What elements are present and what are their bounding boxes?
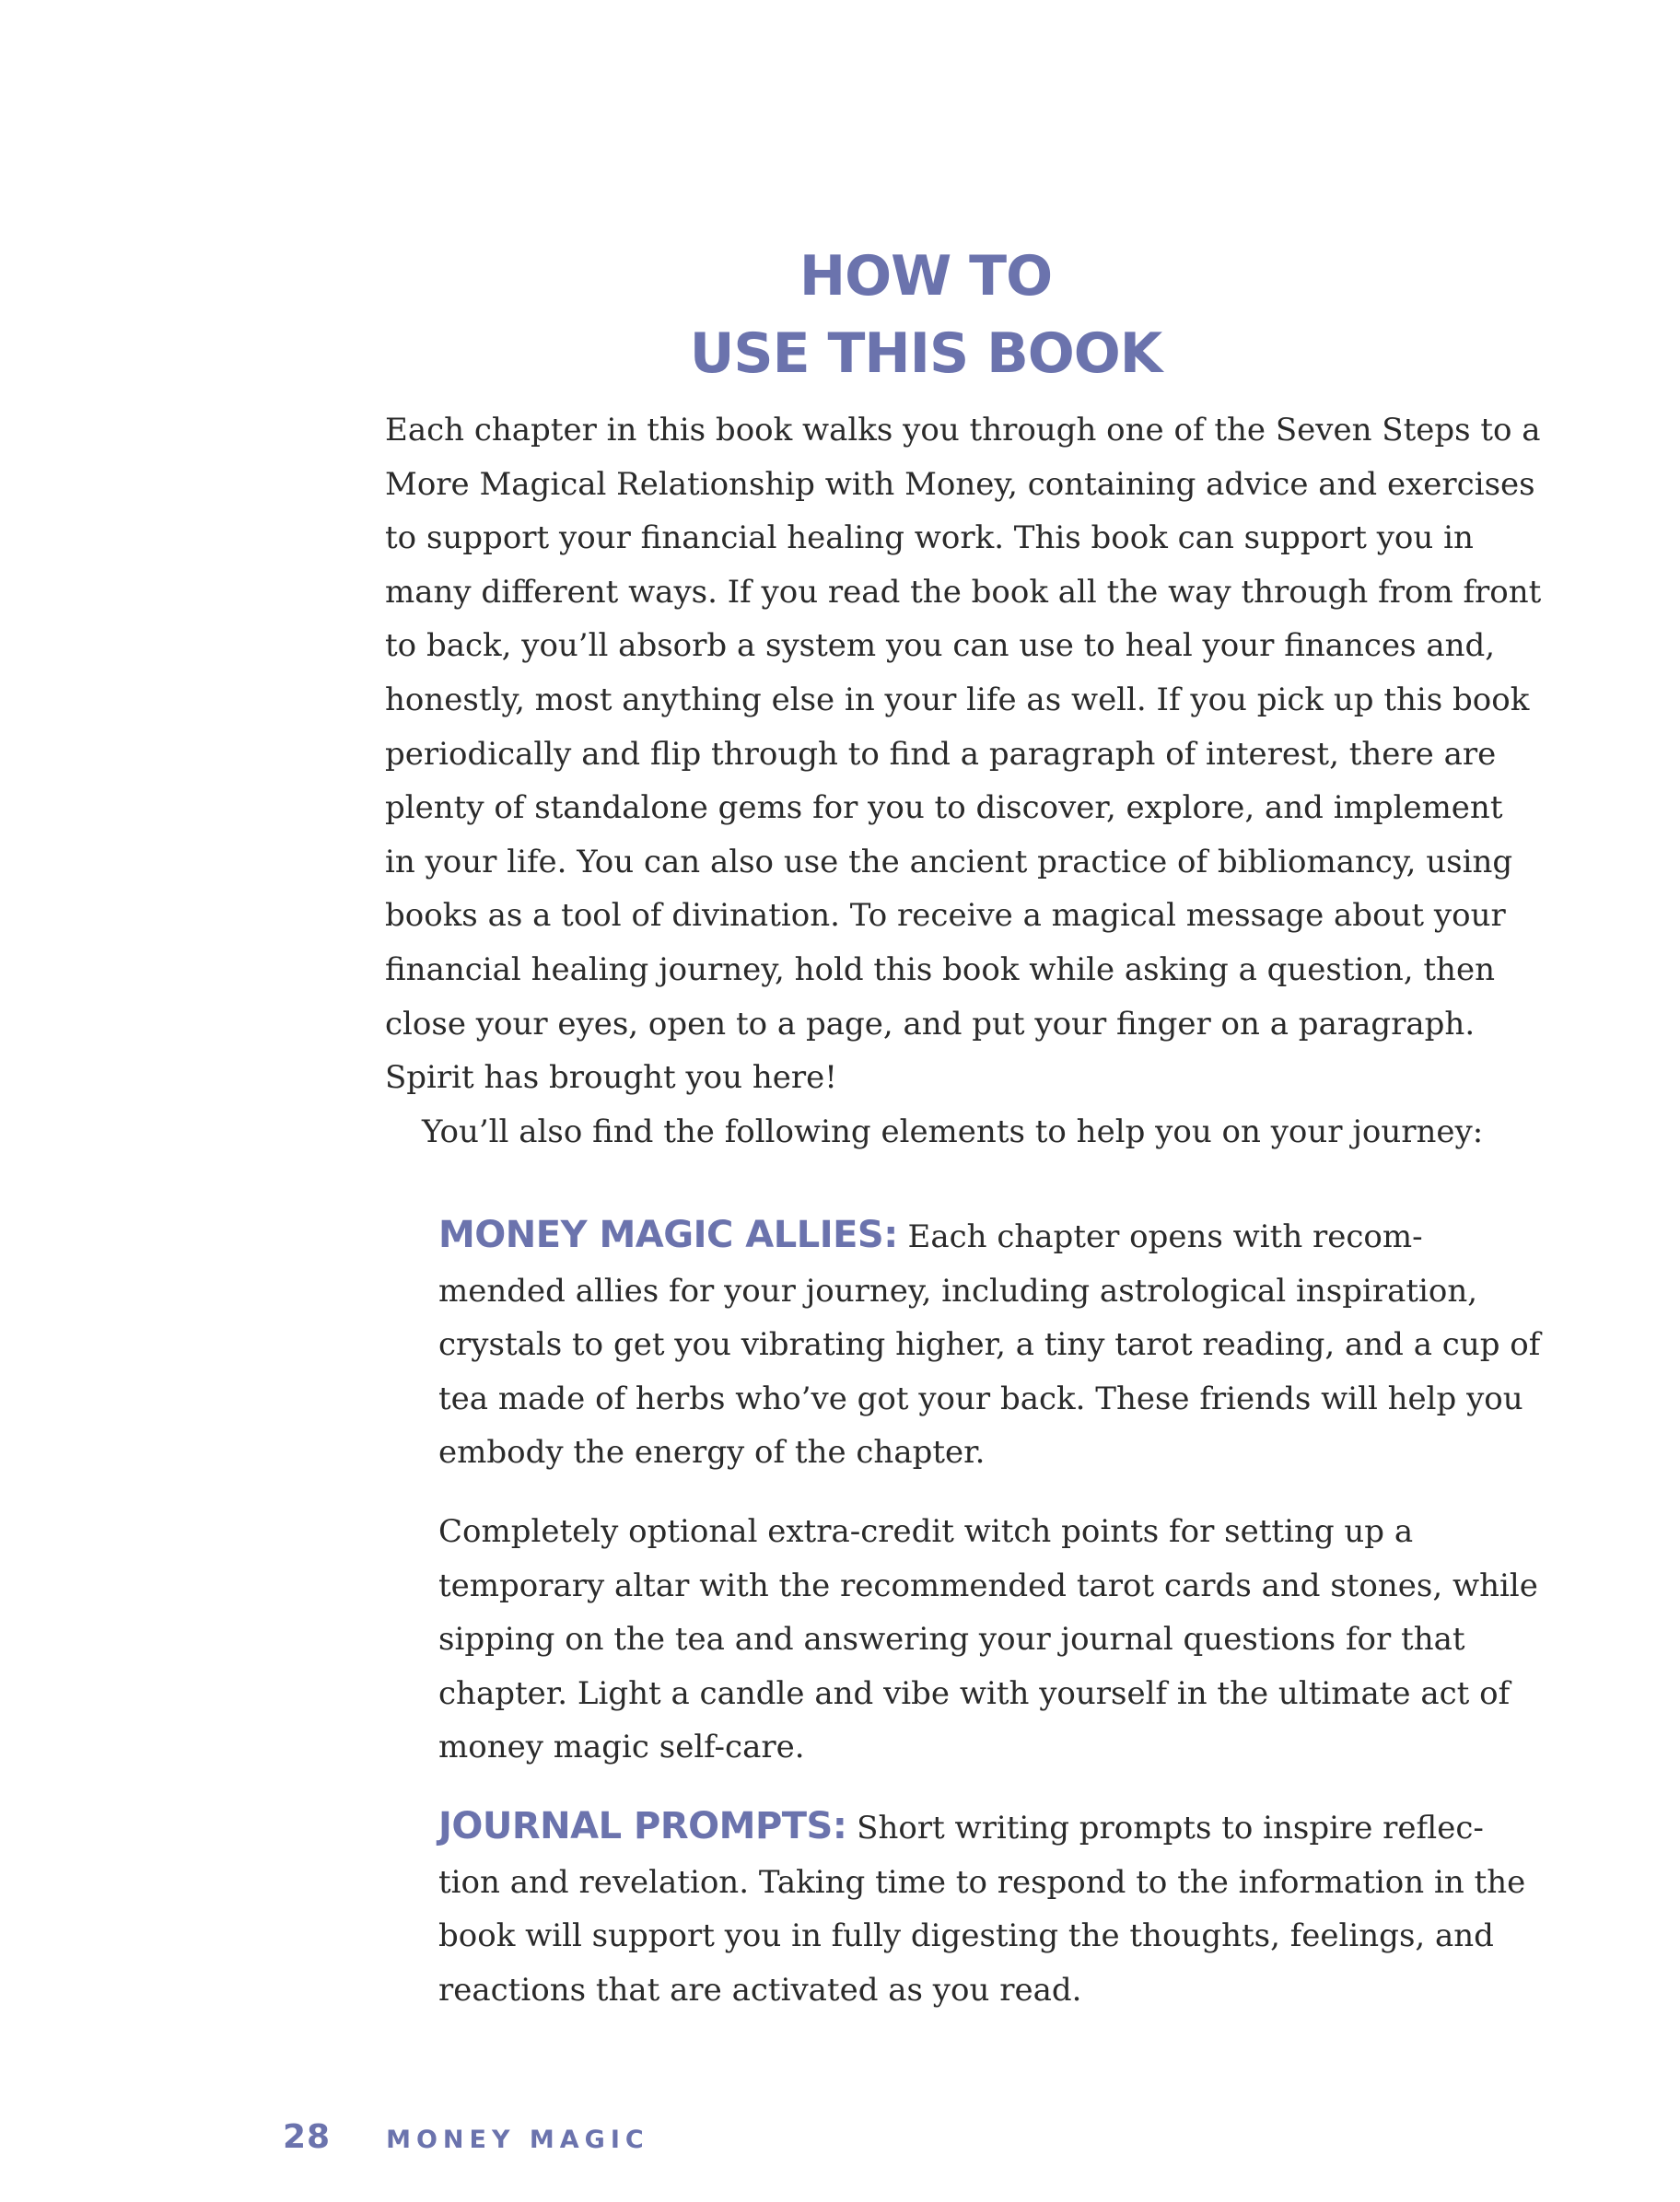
intro-line: to support your financial healing work. This book can support you in [385, 519, 1474, 557]
elements-intro: You’ll also find the following elements to help you on your journey: [422, 1113, 1484, 1150]
journal-line: Short writing prompts to inspire reflec- [846, 1810, 1484, 1847]
intro-line: honestly, most anything else in your life as well. If you pick up this book [385, 681, 1530, 718]
intro-line: books as a tool of divination. To receive a magical message about your [385, 897, 1506, 935]
extra-credit-line: Completely optional extra-credit witch points for setting up a [438, 1513, 1414, 1550]
extra-credit-line: sipping on the tea and answering your journal questions for that [438, 1621, 1465, 1659]
page-title [0, 238, 1680, 392]
journal-entry [438, 1800, 1526, 2017]
intro-line: Each chapter in this book walks you through one of the Seven Steps to a [385, 412, 1541, 449]
intro-line: many different ways. If you read the book all the way through from front [385, 573, 1542, 611]
allies-line: embody the energy of the chapter. [438, 1434, 986, 1472]
allies-term: MONEY MAGIC ALLIES: [438, 1214, 898, 1256]
allies-line: mended allies for your journey, including astrological inspiration, [438, 1272, 1478, 1310]
page-number: 28 [283, 2118, 332, 2156]
allies-line: crystals to get you vibrating higher, a tiny tarot reading, and a cup of [438, 1326, 1541, 1364]
intro-line: periodically and flip through to find a paragraph of interest, there are [385, 735, 1497, 773]
intro-line: plenty of standalone gems for you to discover, explore, and implement [385, 789, 1503, 827]
extra-credit-paragraph [438, 1505, 1538, 1775]
journal-line: reactions that are activated as you read. [438, 1971, 1082, 2009]
journal-line: tion and revelation. Taking time to respond to the information in the [438, 1863, 1526, 1901]
intro-line: close your eyes, open to a page, and put your finger on a paragraph. [385, 1005, 1476, 1043]
intro-paragraph [385, 403, 1542, 1159]
allies-line: Each chapter opens with recom- [897, 1218, 1423, 1255]
title-line-1: HOW TO [799, 244, 1053, 309]
extra-credit-line: temporary altar with the recommended tarot cards and stones, while [438, 1567, 1538, 1604]
intro-line: More Magical Relationship with Money, containing advice and exercises [385, 465, 1535, 503]
page-footer [283, 2118, 649, 2156]
allies-entry [438, 1208, 1541, 1480]
extra-credit-line: money magic self-care. [438, 1729, 805, 1766]
intro-line: to back, you’ll absorb a system you can use to heal your finances and, [385, 627, 1496, 665]
allies-line: tea made of herbs who’ve got your back. These friends will help you [438, 1380, 1523, 1417]
intro-line: in your life. You can also use the ancient practice of bibliomancy, using [385, 843, 1513, 880]
running-head: MONEY MAGIC [386, 2126, 649, 2154]
intro-line: financial healing journey, hold this book while asking a question, then [385, 950, 1495, 988]
extra-credit-line: chapter. Light a candle and vibe with yourself in the ultimate act of [438, 1674, 1511, 1712]
journal-term: JOURNAL PROMPTS: [438, 1805, 847, 1847]
title-line-2: USE THIS BOOK [689, 321, 1162, 386]
intro-line: Spirit has brought you here! [385, 1059, 837, 1097]
journal-line: book will support you in fully digesting the thoughts, feelings, and [438, 1917, 1494, 1955]
